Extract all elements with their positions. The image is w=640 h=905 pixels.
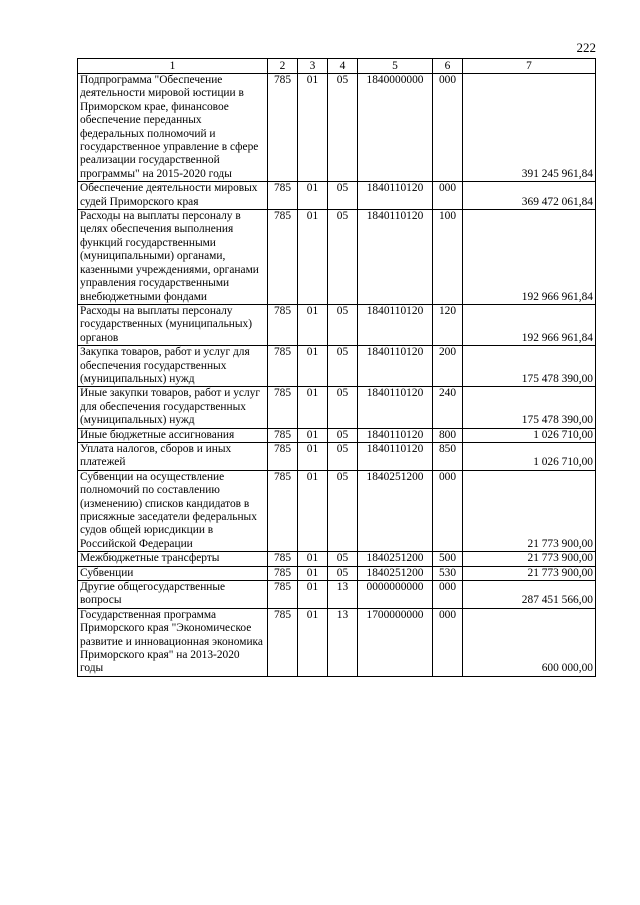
cell-c3: 01 (298, 566, 328, 580)
row-name: Расходы на выплаты персоналу в целях обеспечения выполнения функций государственными (муниципальными) органами, казенными учреждениями, органами управления государственными внебюджетными фондами (78, 210, 268, 305)
column-header: 3 (298, 59, 328, 74)
cell-c5: 1840110120 (358, 304, 433, 345)
cell-amount: 192 966 961,84 (463, 210, 596, 305)
cell-c3: 01 (298, 346, 328, 387)
table-row (78, 74, 596, 182)
cell-c3: 01 (298, 470, 328, 551)
row-name: Иные бюджетные ассигнования (78, 428, 268, 442)
cell-c3: 01 (298, 182, 328, 210)
cell-amount: 21 773 900,00 (463, 552, 596, 566)
table-row (78, 608, 596, 676)
cell-c4: 05 (328, 74, 358, 182)
cell-c5: 1840251200 (358, 470, 433, 551)
cell-c4: 13 (328, 608, 358, 676)
cell-amount: 287 451 566,00 (463, 581, 596, 609)
cell-c4: 05 (328, 566, 358, 580)
cell-c6: 240 (433, 387, 463, 428)
cell-c5: 1700000000 (358, 608, 433, 676)
cell-c3: 01 (298, 74, 328, 182)
cell-c2: 785 (268, 428, 298, 442)
cell-c5: 1840110120 (358, 210, 433, 305)
cell-c6: 000 (433, 608, 463, 676)
table-row (78, 428, 596, 442)
cell-c2: 785 (268, 210, 298, 305)
cell-c6: 000 (433, 581, 463, 609)
cell-c6: 200 (433, 346, 463, 387)
table-row (78, 581, 596, 609)
table-row (78, 566, 596, 580)
table-row (78, 387, 596, 428)
cell-c3: 01 (298, 581, 328, 609)
column-header: 2 (268, 59, 298, 74)
cell-amount: 21 773 900,00 (463, 470, 596, 551)
row-name: Расходы на выплаты персоналу государственных (муниципальных) органов (78, 304, 268, 345)
cell-c3: 01 (298, 442, 328, 470)
cell-c2: 785 (268, 442, 298, 470)
row-name: Государственная программа Приморского края "Экономическое развитие и инновационная экономика Приморского края" на 2013-2020 годы (78, 608, 268, 676)
cell-c3: 01 (298, 608, 328, 676)
cell-c6: 800 (433, 428, 463, 442)
cell-c5: 1840251200 (358, 566, 433, 580)
cell-c4: 05 (328, 210, 358, 305)
cell-c2: 785 (268, 346, 298, 387)
table-row (78, 304, 596, 345)
cell-c6: 530 (433, 566, 463, 580)
cell-c2: 785 (268, 182, 298, 210)
cell-c3: 01 (298, 428, 328, 442)
cell-c2: 785 (268, 566, 298, 580)
budget-table (77, 58, 596, 677)
cell-c5: 1840000000 (358, 74, 433, 182)
row-name: Субвенции на осуществление полномочий по составлению (изменению) списков кандидатов в присяжные заседатели федеральных судов общей юрисдикции в Российской Федерации (78, 470, 268, 551)
table-row (78, 552, 596, 566)
cell-c4: 05 (328, 387, 358, 428)
column-header: 5 (358, 59, 433, 74)
row-name: Подпрограмма "Обеспечение деятельности мировой юстиции в Приморском крае, финансовое обеспечение переданных федеральных полномочий и государственное управление в сфере реализации государственной программы" на 2015-2020 годы (78, 74, 268, 182)
column-header: 6 (433, 59, 463, 74)
cell-c5: 1840110120 (358, 182, 433, 210)
cell-amount: 1 026 710,00 (463, 442, 596, 470)
cell-c2: 785 (268, 74, 298, 182)
cell-c4: 05 (328, 552, 358, 566)
cell-c2: 785 (268, 581, 298, 609)
cell-c5: 0000000000 (358, 581, 433, 609)
row-name: Иные закупки товаров, работ и услуг для обеспечения государственных (муниципальных) нужд (78, 387, 268, 428)
cell-c3: 01 (298, 210, 328, 305)
cell-c4: 05 (328, 470, 358, 551)
cell-c2: 785 (268, 387, 298, 428)
cell-amount: 600 000,00 (463, 608, 596, 676)
row-name: Обеспечение деятельности мировых судей Приморского края (78, 182, 268, 210)
cell-c3: 01 (298, 387, 328, 428)
row-name: Субвенции (78, 566, 268, 580)
row-name: Межбюджетные трансферты (78, 552, 268, 566)
cell-c6: 500 (433, 552, 463, 566)
cell-c4: 05 (328, 428, 358, 442)
cell-amount: 175 478 390,00 (463, 346, 596, 387)
row-name: Другие общегосударственные вопросы (78, 581, 268, 609)
cell-c6: 100 (433, 210, 463, 305)
cell-c5: 1840251200 (358, 552, 433, 566)
header-row (78, 59, 596, 74)
table-row (78, 182, 596, 210)
cell-amount: 175 478 390,00 (463, 387, 596, 428)
cell-amount: 1 026 710,00 (463, 428, 596, 442)
cell-c6: 000 (433, 470, 463, 551)
table-row (78, 346, 596, 387)
cell-c4: 13 (328, 581, 358, 609)
cell-c2: 785 (268, 304, 298, 345)
column-header: 4 (328, 59, 358, 74)
cell-c4: 05 (328, 304, 358, 345)
cell-c5: 1840110120 (358, 346, 433, 387)
cell-c3: 01 (298, 552, 328, 566)
cell-c2: 785 (268, 608, 298, 676)
cell-c3: 01 (298, 304, 328, 345)
cell-c5: 1840110120 (358, 428, 433, 442)
cell-c2: 785 (268, 470, 298, 551)
table-row (78, 470, 596, 551)
cell-amount: 192 966 961,84 (463, 304, 596, 345)
table-row (78, 210, 596, 305)
cell-c2: 785 (268, 552, 298, 566)
cell-c6: 000 (433, 182, 463, 210)
cell-c4: 05 (328, 442, 358, 470)
cell-c6: 000 (433, 74, 463, 182)
cell-amount: 21 773 900,00 (463, 566, 596, 580)
column-header: 7 (463, 59, 596, 74)
cell-c5: 1840110120 (358, 387, 433, 428)
row-name: Уплата налогов, сборов и иных платежей (78, 442, 268, 470)
page-number: 222 (576, 40, 596, 55)
table-row (78, 442, 596, 470)
column-header: 1 (78, 59, 268, 74)
cell-c4: 05 (328, 346, 358, 387)
cell-c4: 05 (328, 182, 358, 210)
cell-c6: 850 (433, 442, 463, 470)
row-name: Закупка товаров, работ и услуг для обеспечения государственных (муниципальных) нужд (78, 346, 268, 387)
cell-amount: 391 245 961,84 (463, 74, 596, 182)
cell-c6: 120 (433, 304, 463, 345)
cell-amount: 369 472 061,84 (463, 182, 596, 210)
cell-c5: 1840110120 (358, 442, 433, 470)
